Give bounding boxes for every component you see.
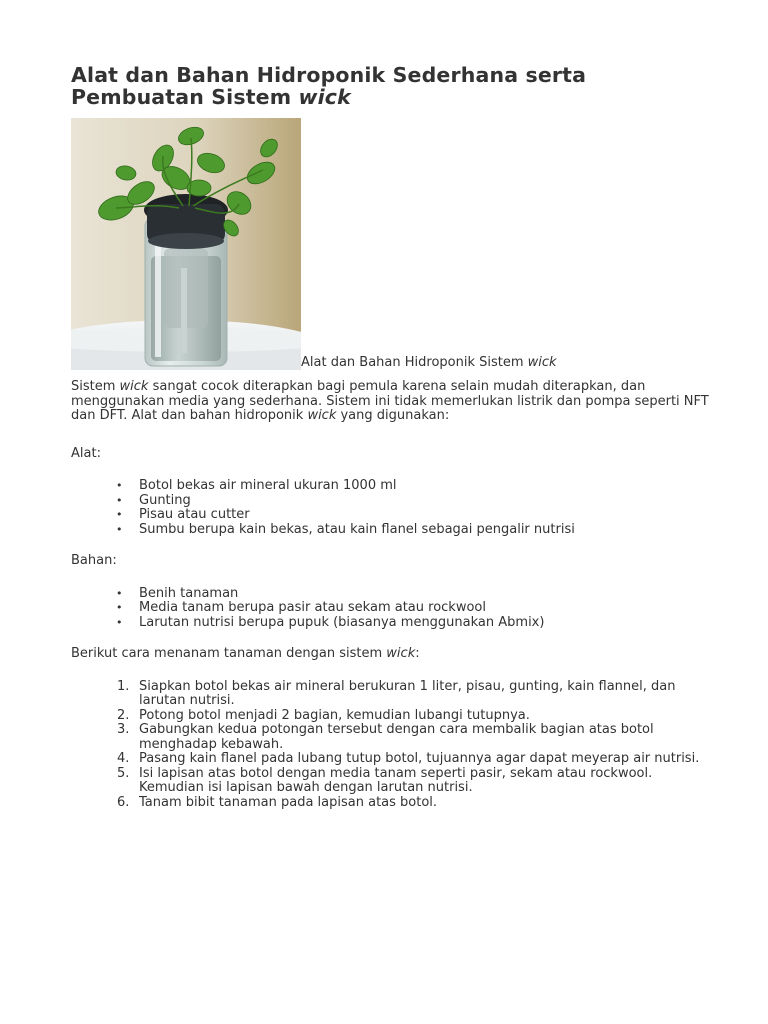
step-text: Pasang kain flanel pada lubang tutup botol, tujuannya agar dapat meyerap air nutrisi. [139,751,700,766]
alat-item-text: Botol bekas air mineral ukuran 1000 ml [139,478,397,493]
list-item [116,521,711,538]
cara-label-text: Berikut cara menanam tanaman dengan sistem [71,646,387,661]
alat-item-text: Gunting [139,492,191,508]
alat-label: Alat: [71,445,101,461]
bullet-icon: • [116,586,123,600]
cara-label-suffix: : [415,646,420,661]
bullet-icon: • [116,615,123,629]
intro-part-1: Sistem [71,379,120,394]
list-item [117,707,711,724]
list-item [116,492,711,509]
bahan-item-text: Benih tanaman [139,585,239,601]
steps-list [71,680,711,811]
figure-caption [301,355,557,370]
bahan-label: Bahan: [71,553,117,568]
intro-paragraph [71,380,711,424]
bahan-list [71,587,711,631]
list-item [117,751,711,767]
title-line-2-text: Pembuatan Sistem [71,85,299,109]
list-item [116,614,711,631]
list-item [117,722,711,752]
figure [71,118,711,371]
list-item [116,507,711,523]
list-item [117,794,711,811]
intro-part-3: yang digunakan: [336,408,450,423]
list-item [117,678,711,709]
alat-list [71,479,711,537]
step-text: Siapkan botol bekas air mineral berukuran 1 liter, pisau, gunting, kain flannel, dan larutan nutrisi. [139,678,676,708]
bullet-icon: • [116,508,123,521]
intro-italic-1: wick [119,379,149,394]
page-title [71,64,711,108]
step-number: 6. [117,794,130,810]
intro-part-2: sangat cocok diterapkan bagi pemula karena selain mudah diterapkan, dan menggunakan media yang sederhana. Sistem ini tidak memerlukan listrik dan pompa seperti NFT dan DFT. Alat dan bahan hidroponik [71,379,709,423]
alat-item-text: Pisau atau cutter [139,507,250,522]
caption-italic-word: wick [527,355,557,370]
title-italic-word: wick [298,85,351,109]
bullet-icon: • [116,479,123,492]
title-line-2 [71,86,711,108]
caption-text: Alat dan Bahan Hidroponik Sistem [301,355,528,370]
list-item [117,765,711,796]
step-text: Potong botol menjadi 2 bagian, kemudian lubangi tutupnya. [139,707,530,723]
step-number: 2. [117,707,130,723]
step-text: Tanam bibit tanaman pada lapisan atas botol. [139,794,438,810]
intro-italic-2: wick [307,408,337,423]
bullet-icon: • [116,493,123,507]
cara-label [71,647,711,662]
document-page [71,64,711,810]
list-item [116,478,711,494]
step-text: Isi lapisan atas botol dengan media tanam seperti pasir, sekam atau rockwool. Kemudian isi lapisan bawah dengan larutan nutrisi. [139,765,653,795]
bahan-item-text: Media tanam berupa pasir atau sekam atau rockwool [139,600,486,615]
list-item [116,585,711,602]
step-number: 4. [117,751,130,766]
step-number: 3. [117,722,130,737]
alat-item-text: Sumbu berupa kain bekas, atau kain flanel sebagai pengalir nutrisi [139,521,575,537]
hydroponic-wick-bottle-photo [71,118,301,370]
step-number: 5. [117,765,130,781]
list-item [116,600,711,616]
bullet-icon: • [116,522,123,536]
step-number: 1. [117,678,130,694]
bahan-item-text: Larutan nutrisi berupa pupuk (biasanya menggunakan Abmix) [139,614,545,630]
bullet-icon: • [116,601,123,614]
step-text: Gabungkan kedua potongan tersebut dengan cara membalik bagian atas botol menghadap kebawah. [139,722,654,752]
cara-label-italic: wick [386,646,416,661]
title-line-1: Alat dan Bahan Hidroponik Sederhana serta [71,63,587,87]
